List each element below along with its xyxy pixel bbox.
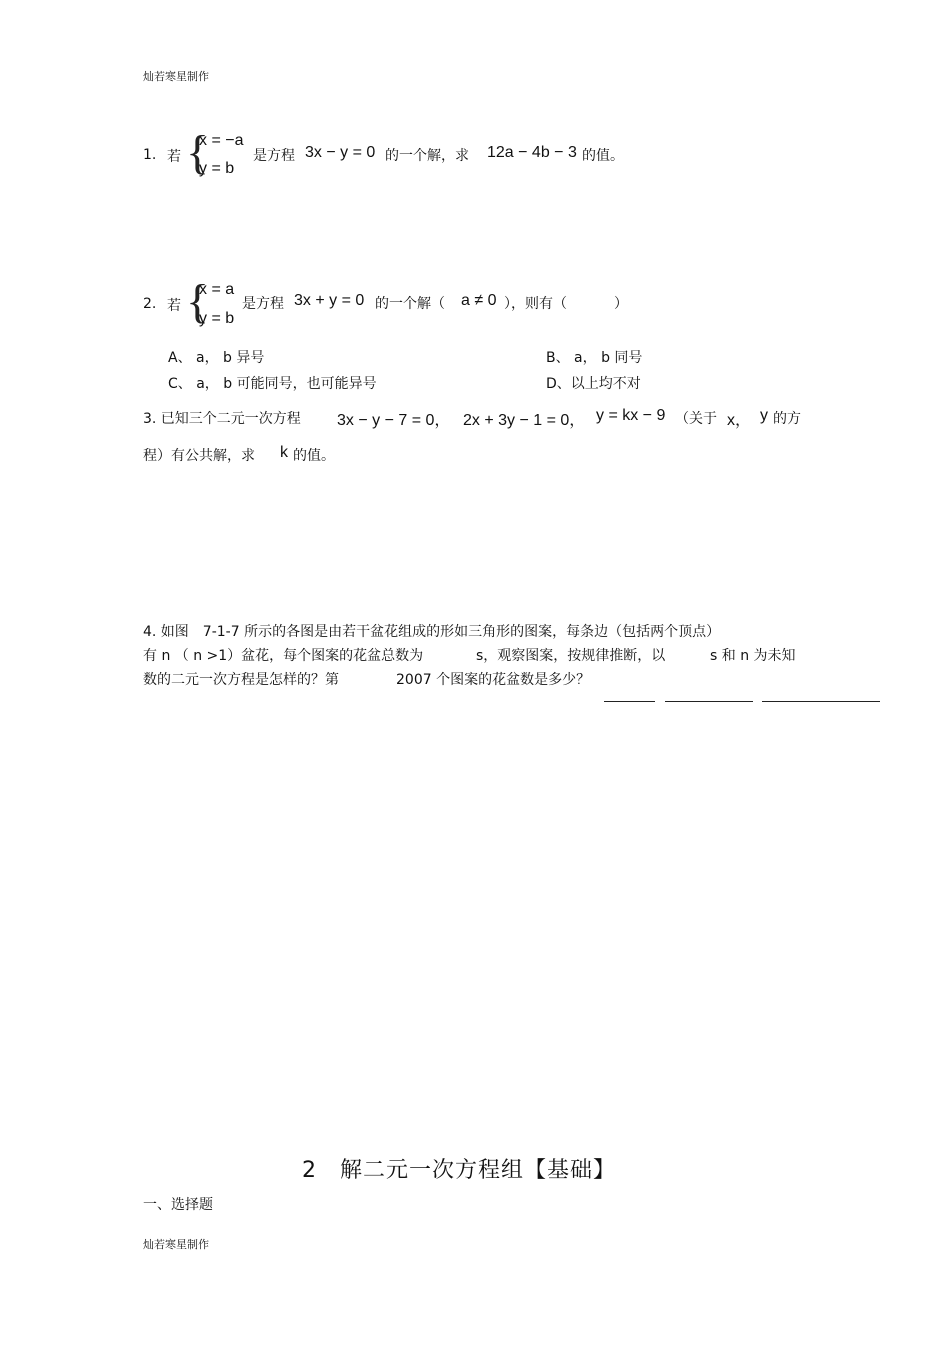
q2-system-brace: { [186,275,210,328]
section-subtitle: 一、选择题 [143,1197,213,1213]
q2-option-c: C、 a， b 可能同号，也可能异号 [168,376,377,392]
q2-text-a: 是方程 [242,296,284,312]
q2-option-a: A、 a， b 异号 [168,350,265,366]
q2-system-line1: x = a [199,281,235,298]
page-header: 灿若寒星制作 [143,70,209,83]
q3-var-x: x， [727,412,752,429]
q3-equation-3: y = kx − 9 [596,407,666,424]
q2-number: 2. [143,296,157,312]
q4-line3-a: 数的二元一次方程是怎样的？第 [143,672,339,688]
q3-equation-1: 3x − y − 7 = 0， [337,412,451,429]
q3-line2-a: 程）有公共解，求 [143,448,255,464]
q2-equation: 3x + y = 0 [294,292,365,309]
q1-text-c: 的值。 [582,148,624,164]
q4-line2-a: 有 n （ n >1）盆花，每个图案的花盆总数为 [143,648,424,664]
q3-line2-b: 的值。 [293,448,335,464]
q3-equation-2: 2x + 3y − 1 = 0， [463,412,586,429]
q2-text-b: 的一个解（ [375,296,445,312]
q3-var-y: y [760,407,768,424]
answer-blank-1 [604,701,655,702]
section-title: 2 解二元一次方程组【基础】 [302,1158,616,1183]
q1-text-b: 的一个解，求 [385,148,469,164]
q1-text-a: 是方程 [253,148,295,164]
answer-blank-3 [762,701,880,702]
q2-ruo: 若 [167,298,181,314]
q3-line1-b: （关于 [675,411,717,427]
q3-var-k: k [280,444,288,461]
q1-system-line1: x = −a [199,132,244,149]
q2-option-b: B、 a， b 同号 [546,350,643,366]
answer-blank-2 [665,701,753,702]
q2-system-line2: y = b [199,310,235,327]
q1-expression: 12a − 4b − 3 [487,144,577,161]
q2-text-c: ），则有（ [504,296,567,312]
q3-line1-c: 的方 [773,411,801,427]
q2-option-d: D、以上均不对 [546,376,641,392]
q4-line2-b: s，观察图案，按规律推断，以 [476,648,666,664]
q1-number: 1. [143,147,157,163]
page-footer: 灿若寒星制作 [143,1238,209,1251]
q1-ruo: 若 [167,149,181,165]
q3-line1-a: 3. 已知三个二元一次方程 [143,411,301,427]
q4-line1: 4. 如图 7-1-7 所示的各图是由若干盆花组成的形如三角形的图案，每条边（包括两个顶点） [143,624,721,640]
q1-system-line2: y = b [199,160,235,177]
q4-line2-c: s 和 n 为未知 [710,648,796,664]
q2-condition: a ≠ 0 [461,292,497,309]
q2-text-d: ） [614,296,628,312]
q1-equation: 3x − y = 0 [305,144,376,161]
q1-system-brace: { [186,126,210,179]
q4-line3-b: 2007 个图案的花盆数是多少？ [396,672,591,688]
